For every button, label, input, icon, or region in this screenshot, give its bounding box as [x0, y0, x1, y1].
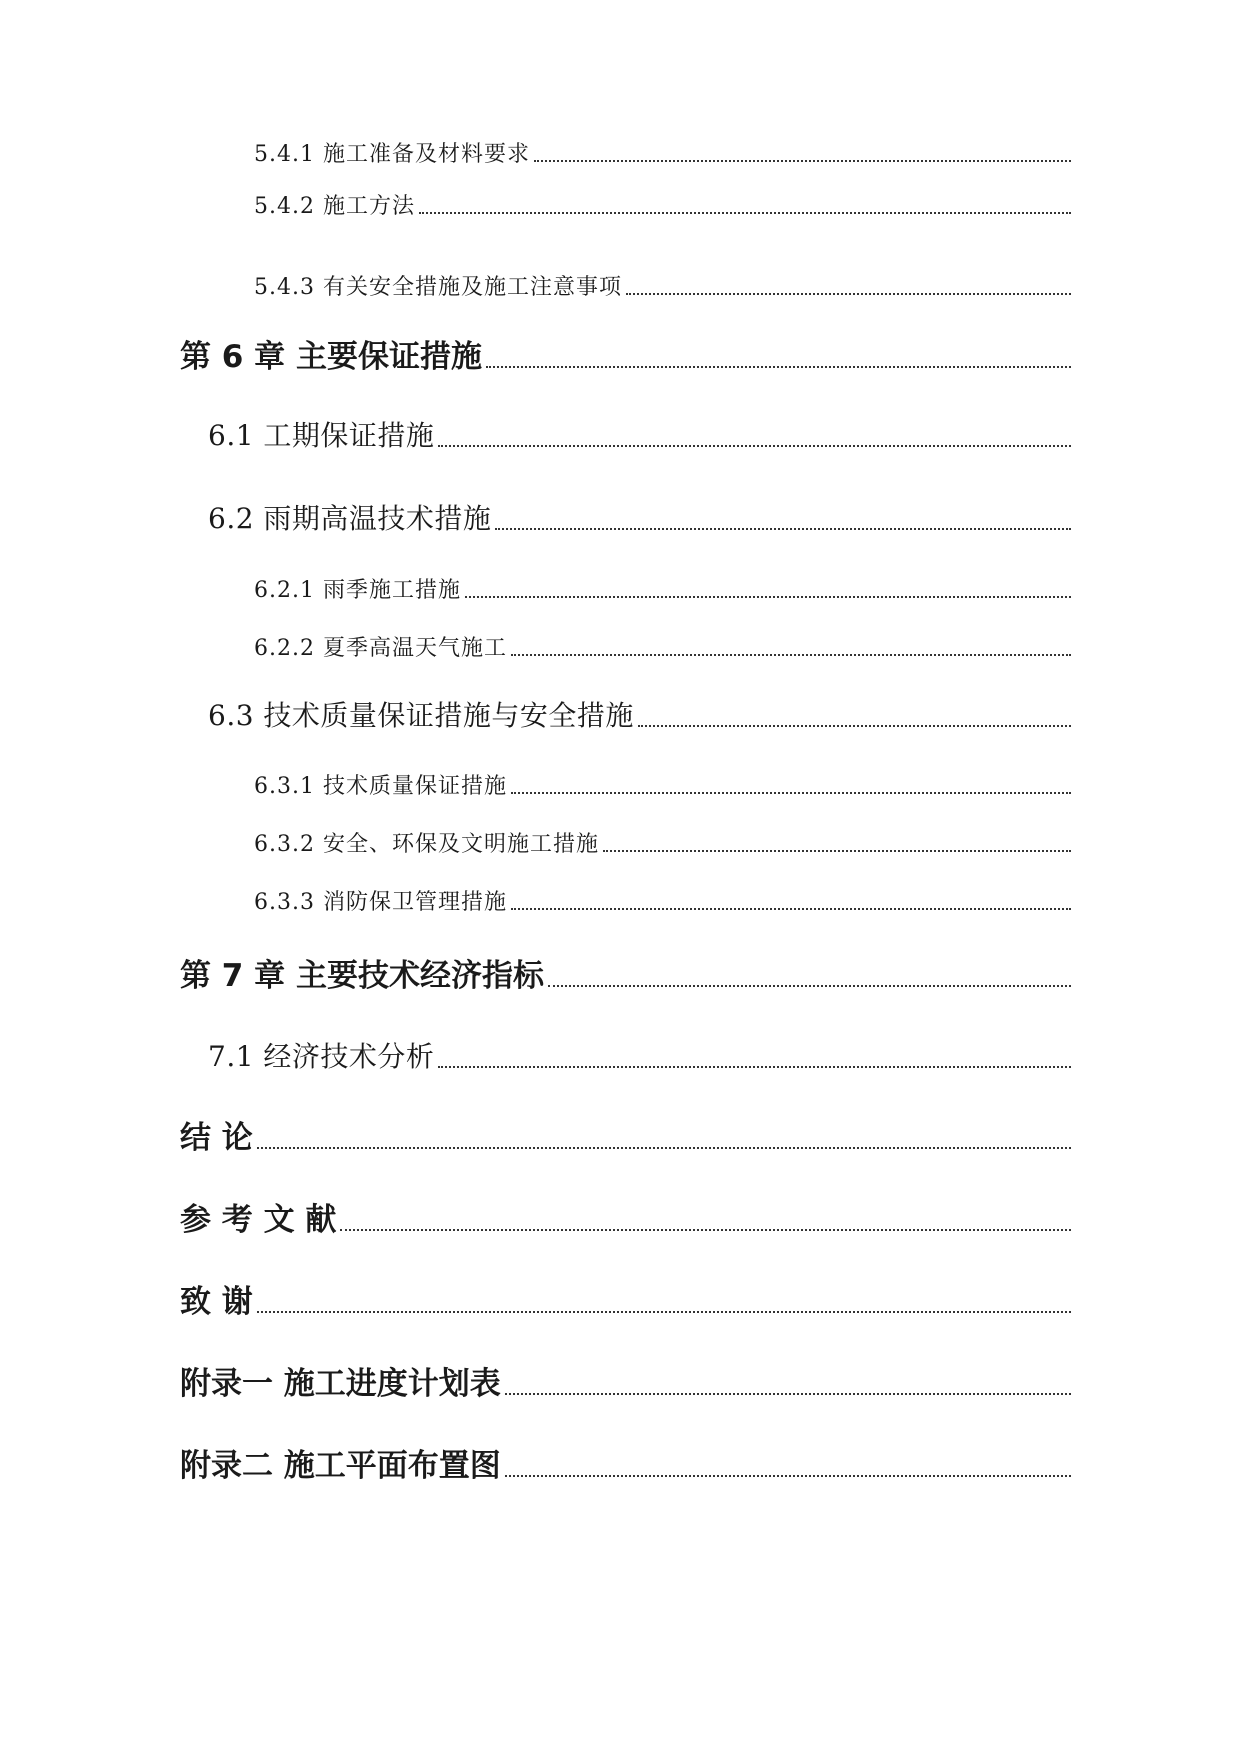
- dot-leader: [548, 985, 1071, 987]
- toc-chapter-6[interactable]: [180, 332, 1071, 376]
- toc-conclusion[interactable]: [180, 1113, 1071, 1157]
- dot-leader: [257, 1311, 1071, 1313]
- dot-leader: [257, 1147, 1071, 1149]
- toc-entry-text: 7.1 经济技术分析: [208, 1040, 435, 1073]
- dot-leader: [626, 293, 1071, 295]
- toc-entry-5-4-3[interactable]: [254, 269, 1071, 301]
- toc-section-6-3[interactable]: [208, 694, 1071, 734]
- dot-leader: [340, 1229, 1071, 1231]
- dot-leader: [438, 1066, 1071, 1068]
- toc-entry-6-2-2[interactable]: [254, 630, 1071, 662]
- toc-entry-text: 5.4.2 施工方法: [254, 194, 415, 219]
- toc-entry-6-3-1[interactable]: [254, 768, 1071, 800]
- toc-entry-text: 第 6 章 主要保证措施: [180, 339, 482, 375]
- toc-appendix-2[interactable]: [180, 1441, 1071, 1485]
- toc-section-6-2[interactable]: [208, 497, 1071, 537]
- toc-entry-text: 6.1 工期保证措施: [208, 419, 435, 452]
- toc-entry-text: 6.3.1 技术质量保证措施: [254, 774, 507, 799]
- toc-section-6-1[interactable]: [208, 414, 1071, 454]
- dot-leader: [505, 1393, 1071, 1395]
- dot-leader: [511, 654, 1071, 656]
- toc-entry-text: 结 论: [180, 1120, 253, 1156]
- dot-leader: [603, 850, 1071, 852]
- toc-entry-text: 参 考 文 献: [180, 1202, 337, 1238]
- toc-entry-text: 6.3.2 安全、环保及文明施工措施: [254, 832, 599, 857]
- toc-appendix-1[interactable]: [180, 1359, 1071, 1403]
- toc-entry-6-2-1[interactable]: [254, 572, 1071, 604]
- dot-leader: [534, 160, 1071, 162]
- toc-entry-5-4-1[interactable]: [254, 136, 1071, 168]
- toc-entry-text: 致 谢: [180, 1284, 253, 1320]
- dot-leader: [465, 596, 1071, 598]
- toc-entry-text: 5.4.3 有关安全措施及施工注意事项: [254, 275, 622, 300]
- toc-entry-text: 附录二 施工平面布置图: [180, 1448, 501, 1484]
- toc-entry-text: 第 7 章 主要技术经济指标: [180, 958, 544, 994]
- dot-leader: [638, 725, 1071, 727]
- toc-entry-text: 6.3 技术质量保证措施与安全措施: [208, 699, 634, 732]
- dot-leader: [438, 445, 1071, 447]
- dot-leader: [511, 908, 1071, 910]
- dot-leader: [511, 792, 1071, 794]
- toc-acknowledgements[interactable]: [180, 1277, 1071, 1321]
- toc-entry-text: 附录一 施工进度计划表: [180, 1366, 501, 1402]
- toc-entry-6-3-3[interactable]: [254, 884, 1071, 916]
- dot-leader: [419, 212, 1071, 214]
- toc-entry-text: 6.2 雨期高温技术措施: [208, 502, 492, 535]
- toc-section-7-1[interactable]: [208, 1035, 1071, 1075]
- toc-entry-text: 6.2.2 夏季高温天气施工: [254, 636, 507, 661]
- dot-leader: [486, 366, 1071, 368]
- toc-references[interactable]: [180, 1195, 1071, 1239]
- toc-entry-text: 6.3.3 消防保卫管理措施: [254, 890, 507, 915]
- toc-entry-text: 6.2.1 雨季施工措施: [254, 578, 461, 603]
- dot-leader: [505, 1475, 1071, 1477]
- toc-entry-6-3-2[interactable]: [254, 826, 1071, 858]
- toc-entry-5-4-2[interactable]: [254, 188, 1071, 220]
- toc-entry-text: 5.4.1 施工准备及材料要求: [254, 142, 530, 167]
- dot-leader: [495, 528, 1071, 530]
- toc-chapter-7[interactable]: [180, 951, 1071, 995]
